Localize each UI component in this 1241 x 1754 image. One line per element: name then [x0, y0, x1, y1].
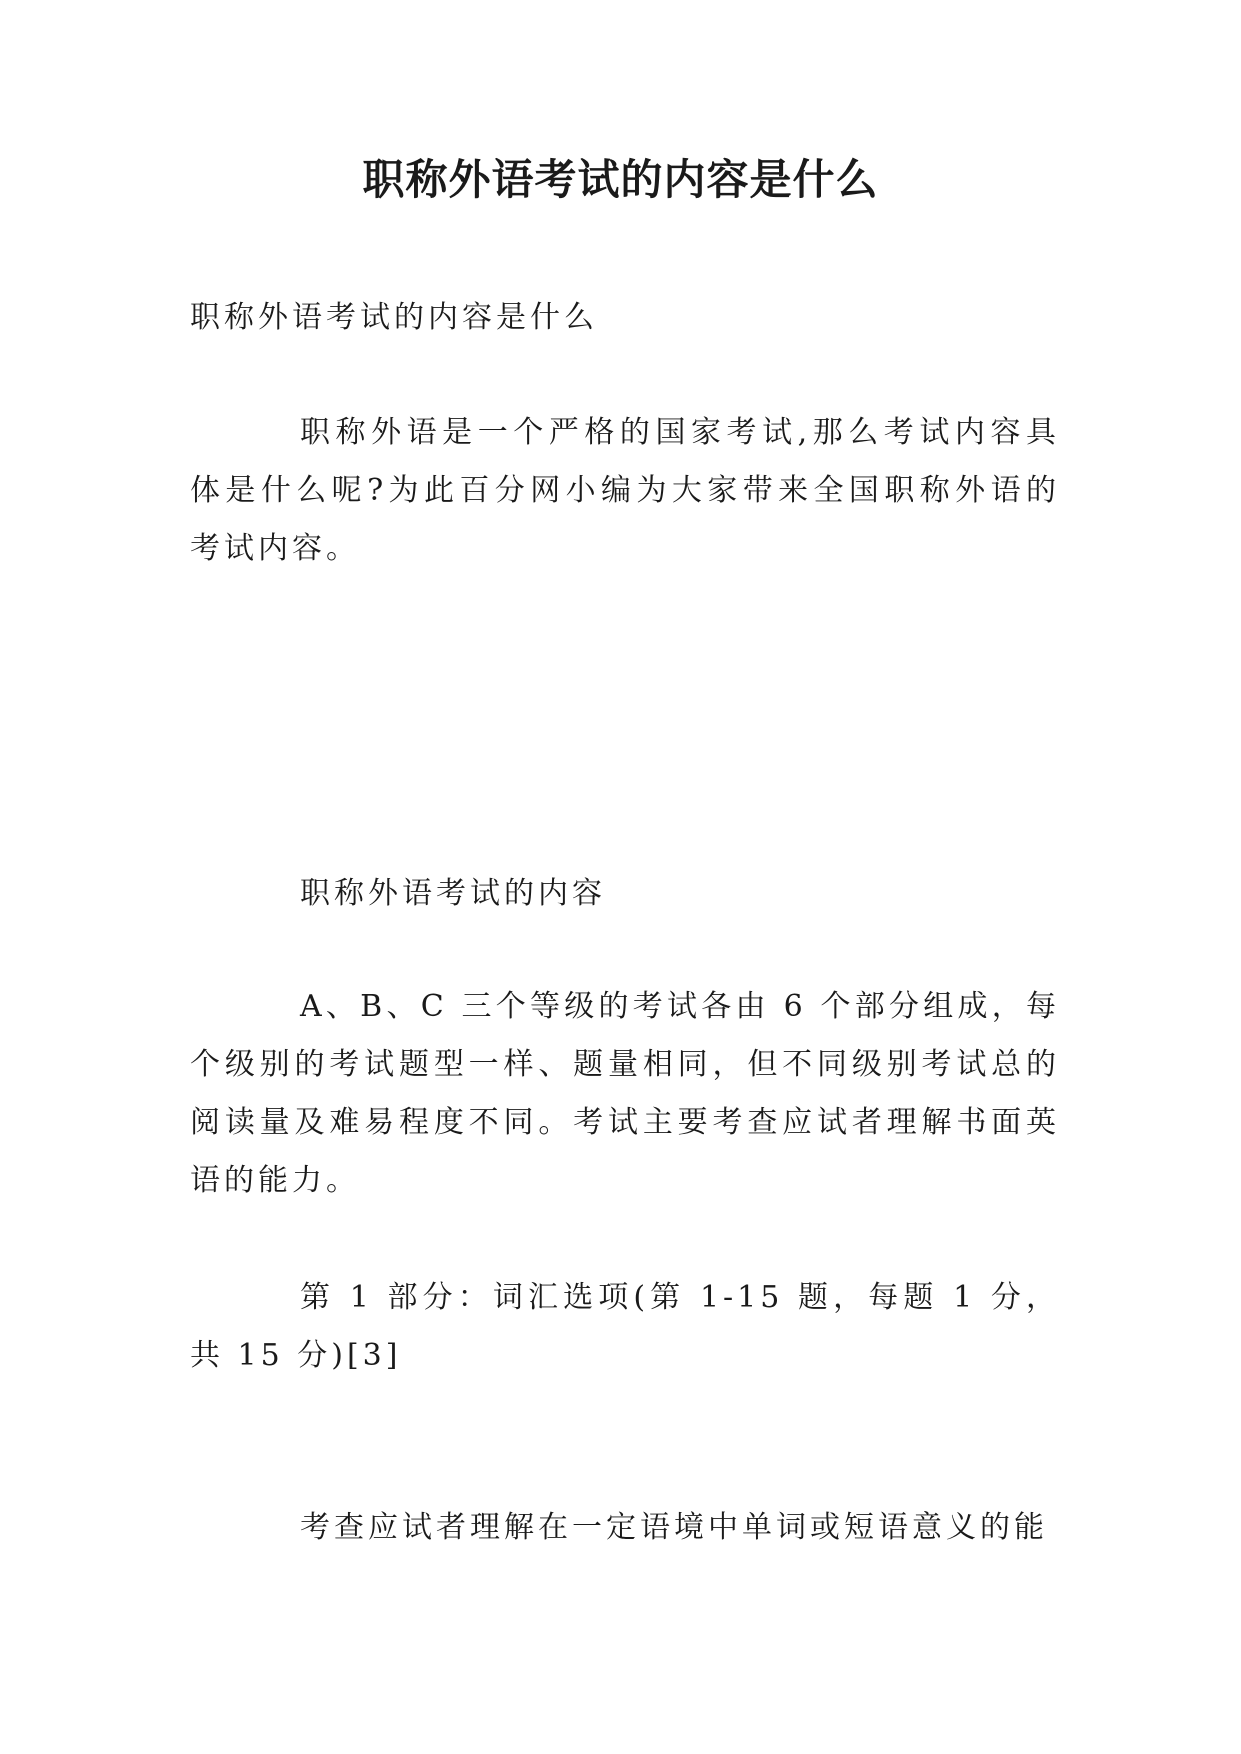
section-heading: 职称外语考试的内容 [300, 876, 606, 911]
levels-paragraph: A、B、C 三个等级的考试各由 6 个部分组成，每个级别的考试题型一样、题量相同，但不同级别考试总的阅读量及难易程度不同。考试主要考查应试者理解书面英语的能力。 [190, 989, 1060, 1198]
document-subtitle: 职称外语考试的内容是什么 [190, 300, 598, 335]
part1-heading: 第 1 部分：词汇选项(第 1-15 题，每题 1 分，共 15 分)[3] [190, 1280, 1060, 1373]
part1-description: 考查应试者理解在一定语境中单词或短语意义的能 [300, 1510, 1048, 1545]
document-title: 职称外语考试的内容是什么 [362, 155, 879, 204]
intro-paragraph: 职称外语是一个严格的国家考试,那么考试内容具体是什么呢?为此百分网小编为大家带来全国职称外语的考试内容。 [190, 415, 1060, 566]
